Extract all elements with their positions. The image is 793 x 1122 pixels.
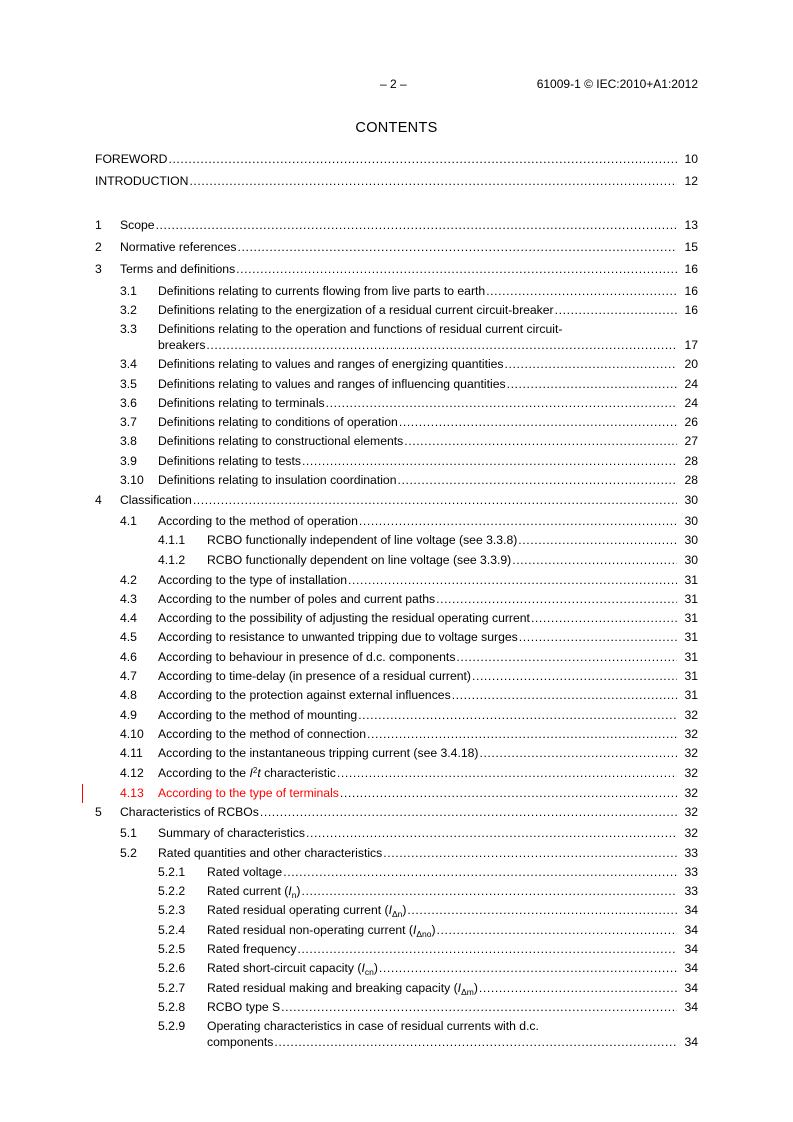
toc-leader-dots xyxy=(156,217,677,233)
toc-entry-introduction[interactable] xyxy=(0,173,793,189)
toc-entry-page: 32 xyxy=(684,708,698,722)
toc-entry-title: According to the method of mounting xyxy=(158,708,358,722)
toc-leader-dots xyxy=(452,687,677,703)
toc-leader-dots xyxy=(274,1034,677,1050)
toc-entry-title: According to the number of poles and current paths xyxy=(158,592,436,606)
toc-entry-title: Rated residual non-operating current $(I_{\Delta no})$ xyxy=(207,923,436,939)
toc-leader-dots xyxy=(283,864,677,880)
toc-entry-page: 12 xyxy=(684,174,698,188)
toc-entry[interactable] xyxy=(0,472,793,488)
toc-entry-number: 3.10 xyxy=(120,473,144,487)
toc-entry[interactable] xyxy=(0,217,793,233)
toc-entry-page: 28 xyxy=(684,454,698,468)
toc-entry-number: 5.2.1 xyxy=(158,865,186,879)
toc-entry[interactable] xyxy=(0,453,793,469)
toc-entry-page: 32 xyxy=(684,805,698,819)
toc-entry-title-line2: components xyxy=(207,1035,274,1049)
toc-entry-title: Definitions relating to currents flowing from live parts to earth xyxy=(158,284,486,298)
toc-leader-dots xyxy=(260,804,677,820)
toc-entry-title: According to the instantaneous tripping current (see 3.4.18) xyxy=(158,746,479,760)
toc-leader-dots xyxy=(206,337,677,353)
toc-entry-title-line2: breakers xyxy=(158,338,206,352)
toc-entry-number: 3.4 xyxy=(120,357,137,371)
toc-entry-number: 5.2.9 xyxy=(158,1019,186,1033)
page-header xyxy=(0,77,793,93)
toc-entry-title: Rated frequency xyxy=(207,942,297,956)
toc-entry-page: 30 xyxy=(684,493,698,507)
toc-entry-title: INTRODUCTION xyxy=(95,174,189,188)
toc-leader-dots xyxy=(479,980,677,996)
toc-entry[interactable] xyxy=(0,980,793,996)
toc-entry-number: 4.1.1 xyxy=(158,533,186,547)
toc-entry-page: 31 xyxy=(684,630,698,644)
toc-entry-page: 34 xyxy=(684,1035,698,1049)
toc-entry[interactable] xyxy=(0,376,793,392)
toc-entry-page: 32 xyxy=(684,826,698,840)
toc-entry-number: 4.6 xyxy=(120,650,137,664)
toc-entry-page: 24 xyxy=(684,396,698,410)
toc-entry-number: 3 xyxy=(95,262,102,276)
toc-leader-dots xyxy=(531,610,677,626)
toc-entry-number: 4.4 xyxy=(120,611,137,625)
toc-leader-dots xyxy=(505,356,677,372)
toc-entry-number: 4.1 xyxy=(120,514,137,528)
toc-leader-dots xyxy=(168,151,677,167)
toc-entry-title: Rated residual operating current $(I_{\Delta n})$ xyxy=(207,903,407,919)
toc-entry[interactable] xyxy=(0,668,793,684)
toc-entry-page: 24 xyxy=(684,377,698,391)
toc-entry-title: According to the method of operation xyxy=(158,514,358,528)
toc-leader-dots xyxy=(189,173,677,189)
toc-entry-title: Definitions relating to the energization of a residual current circuit-breaker xyxy=(158,303,554,317)
toc-entry-number: 3.2 xyxy=(120,303,137,317)
toc-entry-title: Classification xyxy=(120,493,192,507)
toc-entry-title: Definitions relating to tests xyxy=(158,454,301,468)
toc-entry-number: 5.2.6 xyxy=(158,961,186,975)
toc-entry[interactable] xyxy=(0,687,793,703)
toc-entry-title: According to time-delay (in presence of a residual current) xyxy=(158,669,471,683)
toc-leader-dots xyxy=(437,922,677,938)
toc-entry[interactable] xyxy=(0,845,793,861)
toc-entry[interactable] xyxy=(0,552,793,568)
toc-entry-number: 4.13 xyxy=(120,786,144,800)
toc-leader-dots xyxy=(359,513,677,529)
toc-entry-title: Definitions relating to values and ranges of energizing quantities xyxy=(158,357,504,371)
toc-entry-title: Definitions relating to values and ranges of influencing quantities xyxy=(158,377,506,391)
toc-leader-dots xyxy=(367,726,677,742)
toc-entry-page: 32 xyxy=(684,727,698,741)
toc-entry-number: 3.6 xyxy=(120,396,137,410)
toc-leader-dots xyxy=(340,785,677,801)
toc-leader-dots xyxy=(348,572,677,588)
toc-entry[interactable] xyxy=(0,261,793,277)
toc-entry-title: Definitions relating to conditions of operation xyxy=(158,415,398,429)
toc-entry-page: 30 xyxy=(684,553,698,567)
toc-entry-number: 5.2.3 xyxy=(158,903,186,917)
toc-entry-number: 3.7 xyxy=(120,415,137,429)
toc-entry[interactable] xyxy=(0,591,793,607)
toc-leader-dots xyxy=(486,283,677,299)
toc-entry-page: 33 xyxy=(684,884,698,898)
toc-leader-dots xyxy=(383,845,677,861)
toc-entry-title: Definitions relating to constructional elements xyxy=(158,434,404,448)
toc-entry-title: Rated quantities and other characteristics xyxy=(158,846,383,860)
toc-entry-number: 3.1 xyxy=(120,284,137,298)
toc-entry[interactable] xyxy=(0,492,793,508)
toc-entry-page: 30 xyxy=(684,533,698,547)
toc-entry-page: 15 xyxy=(684,240,698,254)
toc-leader-dots xyxy=(306,825,677,841)
toc-entry[interactable] xyxy=(0,321,793,353)
toc-entry[interactable] xyxy=(0,610,793,626)
toc-entry-number: 1 xyxy=(95,218,102,232)
toc-entry-number: 4 xyxy=(95,493,102,507)
toc-entry[interactable] xyxy=(0,765,793,781)
toc-leader-dots xyxy=(238,239,677,255)
toc-entry-title: RCBO functionally independent of line voltage (see 3.3.8) xyxy=(207,533,518,547)
toc-entry-title-line1: Definitions relating to the operation and functions of residual current circuit- xyxy=(158,322,563,336)
toc-entry[interactable] xyxy=(0,804,793,820)
toc-entry-number: 4.3 xyxy=(120,592,137,606)
toc-leader-dots xyxy=(479,745,677,761)
toc-entry-page: 31 xyxy=(684,592,698,606)
toc-entry-title: Definitions relating to terminals xyxy=(158,396,325,410)
toc-entry-title: According to the possibility of adjusting the residual operating current xyxy=(158,611,530,625)
toc-leader-dots xyxy=(236,261,677,277)
toc-entry-number: 5.2.2 xyxy=(158,884,186,898)
toc-entry-page: 31 xyxy=(684,669,698,683)
toc-entry-page: 16 xyxy=(684,262,698,276)
toc-entry-title-line1: Operating characteristics in case of residual currents with d.c. xyxy=(207,1019,539,1033)
toc-entry-number: 3.9 xyxy=(120,454,137,468)
toc-entry-page: 34 xyxy=(684,981,698,995)
toc-leader-dots xyxy=(297,941,677,957)
toc-entry-page: 34 xyxy=(684,961,698,975)
toc-leader-dots xyxy=(555,302,677,318)
toc-entry-number: 5.2.4 xyxy=(158,923,186,937)
toc-entry-page: 31 xyxy=(684,650,698,664)
toc-leader-dots xyxy=(302,453,677,469)
toc-entry[interactable] xyxy=(0,825,793,841)
toc-entry-number: 5.1 xyxy=(120,826,137,840)
toc-entry-number: 4.8 xyxy=(120,688,137,702)
toc-entry-page: 32 xyxy=(684,746,698,760)
toc-entry-number: 4.7 xyxy=(120,669,137,683)
toc-leader-dots xyxy=(436,591,677,607)
toc-entry[interactable] xyxy=(0,649,793,665)
toc-entry-page: 17 xyxy=(684,338,698,352)
toc-entry-number: 4.1.2 xyxy=(158,553,186,567)
toc-leader-dots xyxy=(337,765,677,781)
toc-entry-page: 31 xyxy=(684,688,698,702)
toc-entry[interactable] xyxy=(0,883,793,899)
toc-leader-dots xyxy=(193,492,677,508)
toc-entry-page: 34 xyxy=(684,1000,698,1014)
toc-entry-page: 13 xyxy=(684,218,698,232)
toc-leader-dots xyxy=(301,883,677,899)
toc-entry[interactable] xyxy=(0,414,793,430)
toc-entry-page: 32 xyxy=(684,786,698,800)
page-number: – 2 – xyxy=(380,77,407,91)
toc-entry-page: 27 xyxy=(684,434,698,448)
toc-entry[interactable] xyxy=(0,532,793,548)
toc-entry[interactable] xyxy=(0,513,793,529)
toc-entry-title: According to the type of terminals xyxy=(158,786,339,800)
toc-entry-title: Rated short-circuit capacity $(I_{cn})$ xyxy=(207,961,378,977)
toc-leader-dots xyxy=(397,472,677,488)
toc-entry-title: Rated voltage xyxy=(207,865,283,879)
toc-leader-dots xyxy=(326,395,677,411)
toc-leader-dots xyxy=(281,999,677,1015)
toc-entry-title: According to the protection against external influences xyxy=(158,688,451,702)
toc-entry-page: 34 xyxy=(684,923,698,937)
toc-entry-number: 3.5 xyxy=(120,377,137,391)
toc-entry[interactable] xyxy=(0,707,793,723)
toc-entry-page: 31 xyxy=(684,611,698,625)
toc-entry[interactable] xyxy=(0,999,793,1015)
toc-entry-number: 4.2 xyxy=(120,573,137,587)
toc-entry[interactable] xyxy=(0,572,793,588)
page-title: CONTENTS xyxy=(355,120,438,136)
toc-entry-title: According to the method of connection xyxy=(158,727,366,741)
toc-entry[interactable] xyxy=(0,941,793,957)
toc-entry-page: 33 xyxy=(684,846,698,860)
toc-entry-number: 4.9 xyxy=(120,708,137,722)
toc-entry-title: FOREWORD xyxy=(95,152,168,166)
toc-leader-dots xyxy=(512,552,677,568)
toc-entry[interactable] xyxy=(0,922,793,938)
toc-entry-page: 16 xyxy=(684,303,698,317)
toc-entry[interactable] xyxy=(0,629,793,645)
toc-entry-page: 26 xyxy=(684,415,698,429)
toc-entry-number: 3.8 xyxy=(120,434,137,448)
toc-entry-page: 28 xyxy=(684,473,698,487)
toc-leader-dots xyxy=(518,532,677,548)
toc-entry-title: RCBO type S xyxy=(207,1000,281,1014)
toc-leader-dots xyxy=(456,649,677,665)
toc-entry-page: 30 xyxy=(684,514,698,528)
toc-entry-page: 16 xyxy=(684,284,698,298)
toc-entry[interactable] xyxy=(0,395,793,411)
toc-entry[interactable] xyxy=(0,283,793,299)
toc-entry-number: 4.5 xyxy=(120,630,137,644)
toc-entry-number: 4.12 xyxy=(120,766,144,780)
toc-entry-title: According to behaviour in presence of d.c. components xyxy=(158,650,456,664)
toc-entry-title: Scope xyxy=(120,218,155,232)
toc-entry-number: 4.10 xyxy=(120,727,144,741)
toc-entry-title: Terms and definitions xyxy=(120,262,236,276)
toc-entry-title: Summary of characteristics xyxy=(158,826,305,840)
toc-leader-dots xyxy=(407,902,677,918)
toc-entry-number: 3.3 xyxy=(120,322,137,336)
toc-entry[interactable] xyxy=(0,302,793,318)
toc-entry-number: 5.2.8 xyxy=(158,1000,186,1014)
toc-entry-title: RCBO functionally dependent on line voltage (see 3.3.9) xyxy=(207,553,512,567)
toc-leader-dots xyxy=(379,960,677,976)
toc-leader-dots xyxy=(399,414,677,430)
toc-entry-page: 32 xyxy=(684,766,698,780)
toc-entry-page: 20 xyxy=(684,357,698,371)
toc-entry-title: According to the $I^2t$ characteristic xyxy=(158,766,336,780)
toc-leader-dots xyxy=(507,376,677,392)
toc-entry[interactable] xyxy=(0,433,793,449)
toc-entry-number: 5 xyxy=(95,805,102,819)
toc-entry-title: According to resistance to unwanted tripping due to voltage surges xyxy=(158,630,518,644)
toc-entry-number: 5.2.7 xyxy=(158,981,186,995)
toc-entry-number: 5.2 xyxy=(120,846,137,860)
toc-entry[interactable] xyxy=(0,745,793,761)
toc-entry[interactable] xyxy=(0,864,793,880)
toc-entry-amended[interactable] xyxy=(0,785,793,801)
toc-entry-page: 10 xyxy=(684,152,698,166)
toc-entry-page: 34 xyxy=(684,903,698,917)
toc-entry[interactable] xyxy=(0,960,793,976)
toc-entry-number: 2 xyxy=(95,240,102,254)
toc-entry-number: 4.11 xyxy=(120,746,143,760)
document-reference: 61009-1 © IEC:2010+A1:2012 xyxy=(536,77,698,91)
toc-entry-title: Rated residual making and breaking capacity $(I_{\Delta m})$ xyxy=(207,981,478,997)
toc-entry-title: According to the type of installation xyxy=(158,573,348,587)
toc-entry[interactable] xyxy=(0,1018,793,1050)
toc-entry-foreword[interactable] xyxy=(0,151,793,167)
toc-entry-title: Rated current $(I_n)$ xyxy=(207,884,301,900)
toc-entry[interactable] xyxy=(0,726,793,742)
toc-entry-number: 5.2.5 xyxy=(158,942,186,956)
toc-entry-title: Definitions relating to insulation coordination xyxy=(158,473,397,487)
toc-entry[interactable] xyxy=(0,239,793,255)
toc-leader-dots xyxy=(404,433,677,449)
toc-leader-dots xyxy=(472,668,677,684)
toc-entry-title: Characteristics of RCBOs xyxy=(120,805,259,819)
toc-entry-title: Normative references xyxy=(120,240,237,254)
toc-entry-page: 31 xyxy=(684,573,698,587)
toc-leader-dots xyxy=(519,629,677,645)
toc-entry-page: 33 xyxy=(684,865,698,879)
toc-entry[interactable] xyxy=(0,356,793,372)
toc-entry[interactable] xyxy=(0,902,793,918)
toc-leader-dots xyxy=(358,707,677,723)
toc-entry-page: 34 xyxy=(684,942,698,956)
